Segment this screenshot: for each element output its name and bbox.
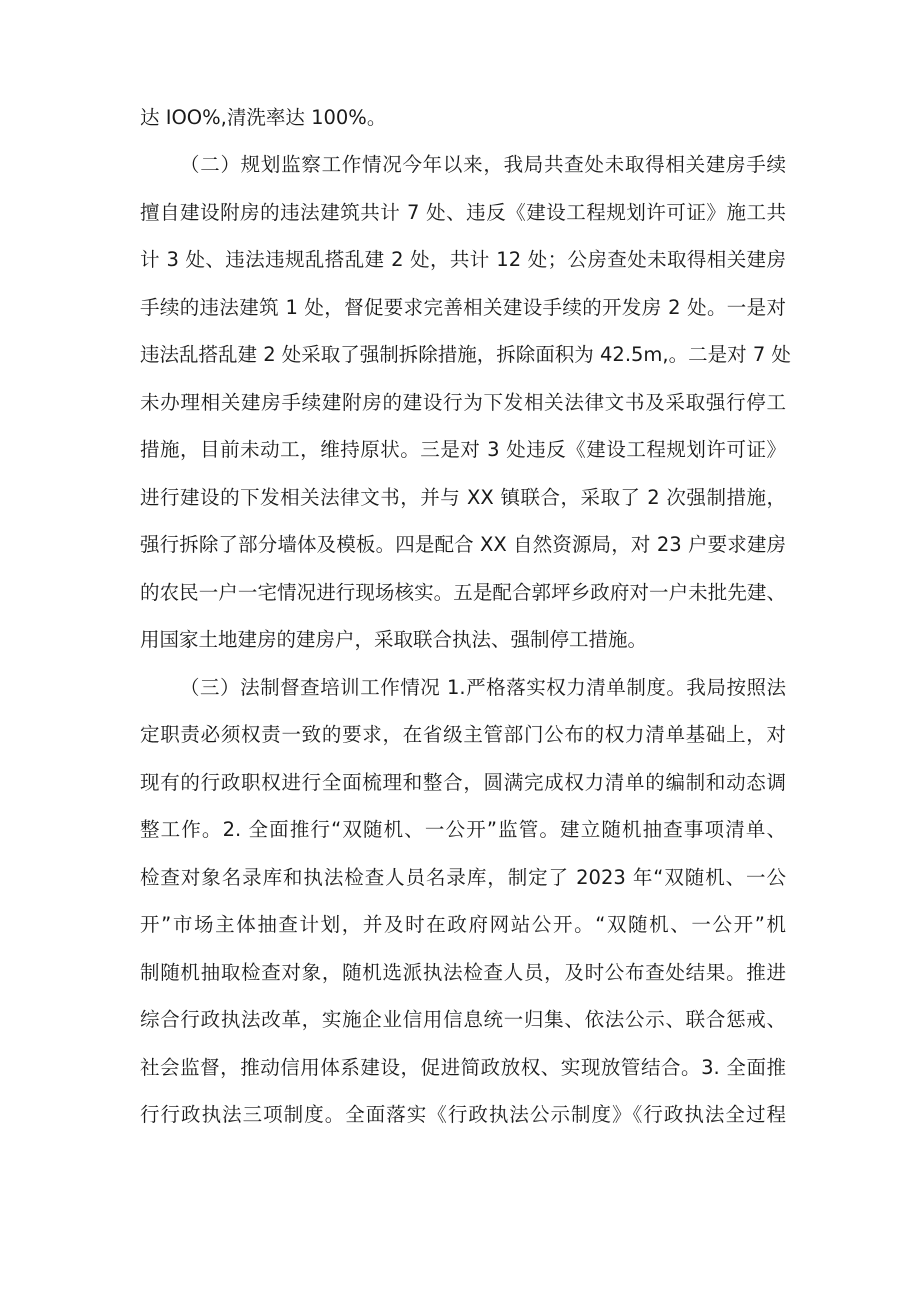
text-line: 行行政执法三项制度。全面落实《行政执法公示制度》《行政执法全过程 [140,1103,786,1126]
text-line: 擅自建设附房的违法建筑共计 7 处、违反《建设工程规划许可证》施工共 [140,201,786,224]
section-heading-line: （三）法制督查培训工作情况 1.严格落实权力清单制度。我局按照法 [180,676,786,699]
section-heading-line: （二）规划监察工作情况今年以来，我局共查处未取得相关建房手续 [180,153,786,176]
text-line: 现有的行政职权进行全面梳理和整合，圆满完成权力清单的编制和动态调 [140,771,786,794]
text-line: 开”市场主体抽查计划，并及时在政府网站公开。“双随机、一公开”机 [140,913,786,936]
text-line: 达 IOO%,清洗率达 100%。 [140,106,387,129]
text-line: 定职责必须权责一致的要求，在省级主管部门公布的权力清单基础上，对 [140,723,786,746]
text-line: 强行拆除了部分墙体及模板。四是配合 XX 自然资源局，对 23 户要求建房 [140,533,786,556]
text-line: 进行建设的下发相关法律文书，并与 XX 镇联合，采取了 2 次强制措施， [140,486,786,509]
text-line: 违法乱搭乱建 2 处采取了强制拆除措施，拆除面积为 42.5m,。二是对 7 处 [140,343,791,366]
text-line: 的农民一户一宅情况进行现场核实。五是配合郭坪乡政府对一户未批先建、 [140,581,786,604]
text-line: 社会监督，推动信用体系建设，促进简政放权、实现放管结合。3. 全面推 [140,1056,786,1079]
text-line: 整工作。2. 全面推行“双随机、一公开”监管。建立随机抽查事项清单、 [140,818,786,841]
text-line: 综合行政执法改革，实施企业信用信息统一归集、依法公示、联合惩戒、 [140,1008,786,1031]
text-line: 检查对象名录库和执法检查人员名录库，制定了 2023 年“双随机、一公 [140,866,786,889]
text-line: 制随机抽取检查对象，随机选派执法检查人员，及时公布查处结果。推进 [140,961,786,984]
text-line: 未办理相关建房手续建附房的建设行为下发相关法律文书及采取强行停工 [140,391,786,414]
text-line: 手续的违法建筑 1 处，督促要求完善相关建设手续的开发房 2 处。一是对 [140,296,786,319]
text-line: 计 3 处、违法违规乱搭乱建 2 处，共计 12 处；公房查处未取得相关建房 [140,248,786,271]
text-line: 用国家土地建房的建房户，采取联合执法、强制停工措施。 [140,628,648,651]
text-line: 措施，目前未动工，维持原状。三是对 3 处违反《建设工程规划许可证》 [140,438,786,461]
